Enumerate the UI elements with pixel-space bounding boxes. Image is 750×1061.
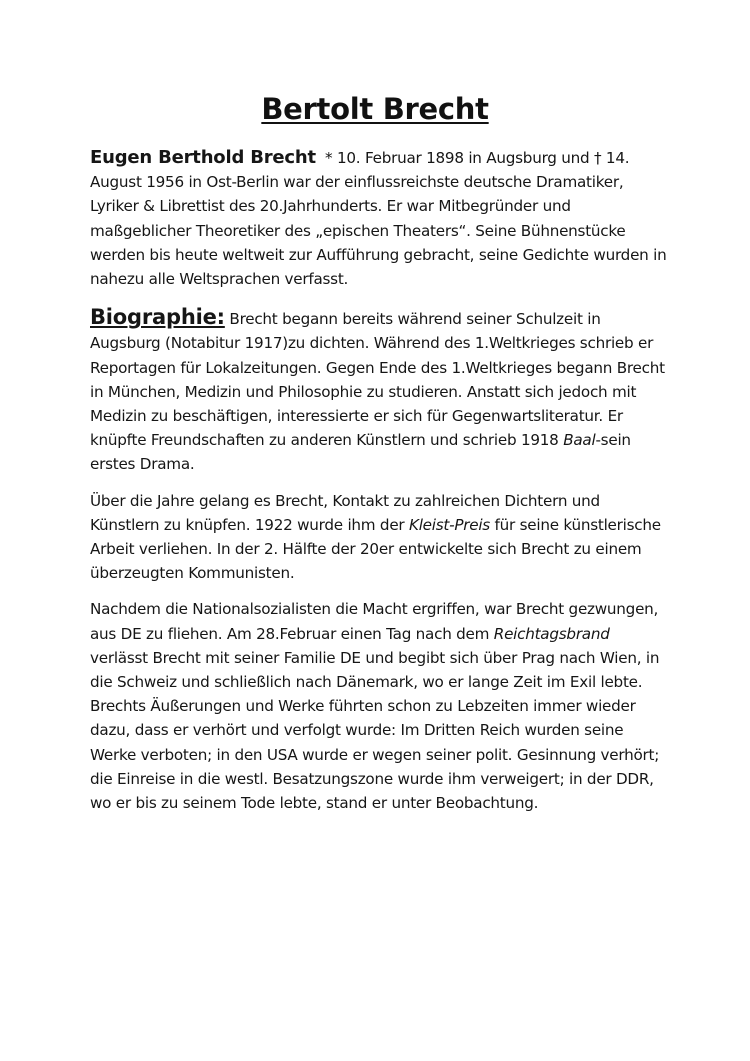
exile-text-start: Nachdem die Nationalsozialisten die Macht ergriffen, war Brecht gezwungen, aus DE zu fliehen. Am 28.Februar einen Tag nach dem (90, 600, 659, 643)
biography-italic-work: Baal (563, 431, 596, 450)
intro-paragraph (90, 146, 670, 291)
document-body (90, 146, 670, 815)
exile-paragraph (90, 597, 670, 815)
biography-heading: Biographie: (90, 305, 225, 330)
career-text-start: Über die Jahre gelang es Brecht, Kontakt zu zahlreichen Dichtern und Künstlern zu knüpfen. 1922 wurde ihm der (90, 491, 600, 534)
exile-text-end: verlässt Brecht mit seiner Familie DE und begibt sich über Prag nach Wien, in die Schweiz und schließlich nach Dänemark, wo er lange Zeit im Exil lebte. Brechts Äußerungen und Werke führten schon zu Lebzeiten immer wieder dazu, dass er verhört und verfolgt wurde: Im Dritten Reich wurden seine Werke verboten; in den USA wurde er wegen seiner polit. Gesinnung verhört; die Einreise in die westl. Besatzungszone wurde ihm verweigert; in der DDR, wo er bis zu seinem Tode lebte, stand er unter Beobachtung. (90, 648, 660, 813)
page-title: Bertolt Brecht (261, 92, 489, 126)
intro-name: Eugen Berthold Brecht (90, 147, 316, 168)
exile-italic-event: Reichtagsbrand (493, 624, 610, 643)
biography-text-end: -sein erstes Drama. (90, 431, 631, 474)
intro-spacer (316, 149, 325, 167)
career-italic-prize: Kleist-Preis (409, 515, 490, 534)
career-text-end: für seine künstlerische Arbeit verliehen. In der 2. Hälfte der 20er entwickelte sich Brecht zu einem überzeugten Kommunisten. (90, 515, 661, 583)
career-paragraph (90, 489, 670, 586)
biography-text-start: Brecht begann bereits während seiner Schulzeit in Augsburg (Notabitur 1917)zu dichten. Während des 1.Weltkrieges schrieb er Reportagen für Lokalzeitungen. Gegen Ende des 1.Weltkrieges begann Brecht in München, Medizin und Philosophie zu studieren. Anstatt sich jedoch mit Medizin zu beschäftigen, interessierte er sich für Gegenwartsliteratur. Er knüpfte Freundschaften zu anderen Künstlern und schrieb 1918 (90, 310, 665, 450)
biography-paragraph (90, 305, 670, 476)
intro-text: * 10. Februar 1898 in Augsburg und † 14. August 1956 in Ost-Berlin war der einflussreichste deutsche Dramatiker, Lyriker & Librettist des 20.Jahrhunderts. Er war Mitbegründer und maßgeblicher Theoretiker des „epischen Theaters“. Seine Bühnenstücke werden bis heute weltweit zur Aufführung gebracht, seine Gedichte wurden in nahezu alle Weltsprachen verfasst. (90, 149, 667, 289)
